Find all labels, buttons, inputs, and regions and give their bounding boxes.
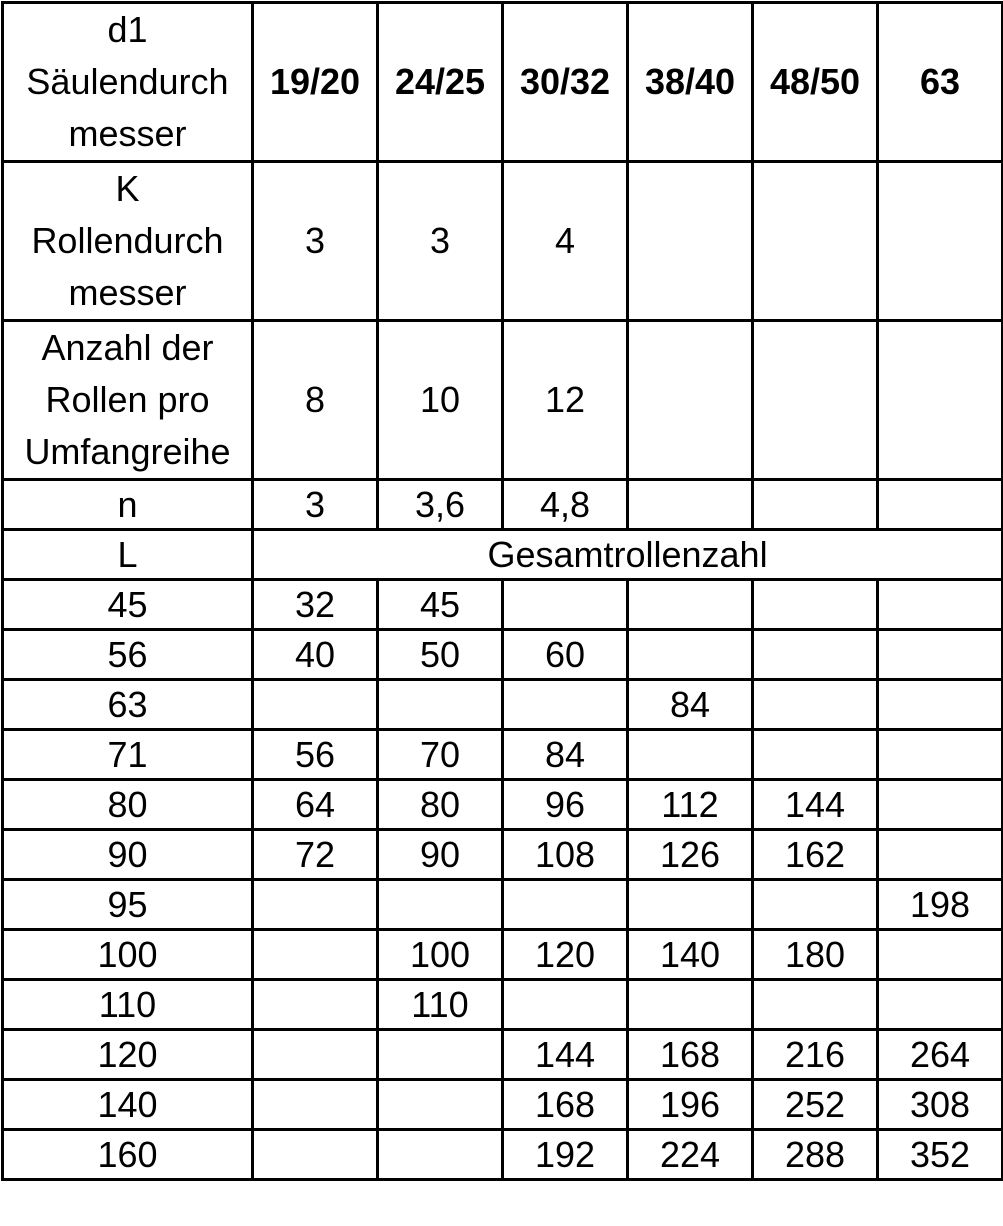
column-header-19-20: 19/20 xyxy=(253,3,378,162)
row-label-l: 100 xyxy=(3,930,253,980)
table-cell: 80 xyxy=(378,780,503,830)
table-cell: 112 xyxy=(628,780,753,830)
table-cell: 196 xyxy=(628,1080,753,1130)
table-cell xyxy=(878,480,1003,530)
table-cell xyxy=(878,780,1003,830)
table-cell xyxy=(878,730,1003,780)
table-cell: 3,6 xyxy=(378,480,503,530)
table-cell xyxy=(253,1030,378,1080)
row-label-l: 110 xyxy=(3,980,253,1030)
table-cell xyxy=(378,1080,503,1130)
param-label-line: Anzahl der xyxy=(41,327,214,368)
section-row xyxy=(3,530,1003,580)
table-cell: 252 xyxy=(753,1080,878,1130)
section-span-label: Gesamtrollenzahl xyxy=(253,530,1003,580)
table-cell xyxy=(628,880,753,930)
row-label-l: 45 xyxy=(3,580,253,630)
table-row xyxy=(3,630,1003,680)
table-row xyxy=(3,730,1003,780)
table-cell xyxy=(753,880,878,930)
table-cell xyxy=(628,480,753,530)
table-cell: 352 xyxy=(878,1130,1003,1180)
param-row-anzahl xyxy=(3,321,1003,480)
table-row xyxy=(3,880,1003,930)
table-cell: 140 xyxy=(628,930,753,980)
table-cell xyxy=(378,1130,503,1180)
param-label-line: K xyxy=(115,168,140,209)
table-cell xyxy=(753,321,878,480)
row-label-l: 90 xyxy=(3,830,253,880)
table-cell xyxy=(253,1130,378,1180)
row-label-l: 63 xyxy=(3,680,253,730)
table-cell xyxy=(753,630,878,680)
table-row xyxy=(3,780,1003,830)
table-row xyxy=(3,580,1003,630)
row-label-l: 160 xyxy=(3,1130,253,1180)
table-cell: 32 xyxy=(253,580,378,630)
header-label-line: messer xyxy=(68,113,187,154)
table-cell xyxy=(253,880,378,930)
table-cell: 144 xyxy=(753,780,878,830)
table-row xyxy=(3,980,1003,1030)
table-cell xyxy=(253,1080,378,1130)
table-cell: 162 xyxy=(753,830,878,880)
table-row xyxy=(3,1030,1003,1080)
column-header-24-25: 24/25 xyxy=(378,3,503,162)
column-header-48-50: 48/50 xyxy=(753,3,878,162)
param-label-k xyxy=(3,162,253,321)
table-cell: 8 xyxy=(253,321,378,480)
table-cell: 168 xyxy=(628,1030,753,1080)
table-cell: 100 xyxy=(378,930,503,980)
table-cell: 216 xyxy=(753,1030,878,1080)
column-header-38-40: 38/40 xyxy=(628,3,753,162)
header-label-d1 xyxy=(3,3,253,162)
header-label-line: d1 xyxy=(107,9,148,50)
table-cell: 110 xyxy=(378,980,503,1030)
table-cell: 12 xyxy=(503,321,628,480)
table-cell: 90 xyxy=(378,830,503,880)
row-label-l: 95 xyxy=(3,880,253,930)
param-label-line: Umfangreihe xyxy=(24,431,231,472)
table-cell xyxy=(503,880,628,930)
table-cell: 10 xyxy=(378,321,503,480)
table-cell: 126 xyxy=(628,830,753,880)
table-cell xyxy=(628,580,753,630)
table-cell xyxy=(878,830,1003,880)
table-row xyxy=(3,930,1003,980)
table-cell xyxy=(628,630,753,680)
table-cell xyxy=(753,980,878,1030)
row-label-l: 140 xyxy=(3,1080,253,1130)
table-cell xyxy=(753,730,878,780)
table-cell xyxy=(628,730,753,780)
table-cell: 120 xyxy=(503,930,628,980)
table-cell xyxy=(878,630,1003,680)
param-label-anzahl xyxy=(3,321,253,480)
table-cell: 192 xyxy=(503,1130,628,1180)
table-cell: 3 xyxy=(253,162,378,321)
table-cell xyxy=(378,1030,503,1080)
row-label-l: 71 xyxy=(3,730,253,780)
table-cell: 60 xyxy=(503,630,628,680)
table-cell xyxy=(253,680,378,730)
roller-count-table xyxy=(1,1,1003,1181)
table-cell xyxy=(503,980,628,1030)
table-cell xyxy=(503,680,628,730)
table-cell xyxy=(878,930,1003,980)
table-cell: 308 xyxy=(878,1080,1003,1130)
table-cell xyxy=(878,580,1003,630)
table-cell: 40 xyxy=(253,630,378,680)
table-cell: 264 xyxy=(878,1030,1003,1080)
table-cell xyxy=(628,162,753,321)
table-cell xyxy=(253,980,378,1030)
table-cell xyxy=(753,580,878,630)
table-cell: 108 xyxy=(503,830,628,880)
section-label-l: L xyxy=(3,530,253,580)
table-cell: 288 xyxy=(753,1130,878,1180)
table-cell xyxy=(753,162,878,321)
row-label-l: 120 xyxy=(3,1030,253,1080)
table-cell xyxy=(753,680,878,730)
table-cell: 56 xyxy=(253,730,378,780)
table-row xyxy=(3,1130,1003,1180)
table-cell: 4 xyxy=(503,162,628,321)
table-row xyxy=(3,830,1003,880)
table-row xyxy=(3,1080,1003,1130)
table-cell: 180 xyxy=(753,930,878,980)
table-cell xyxy=(378,680,503,730)
param-label-n: n xyxy=(3,480,253,530)
table-cell: 3 xyxy=(378,162,503,321)
table-cell: 70 xyxy=(378,730,503,780)
table-cell xyxy=(878,321,1003,480)
table-cell xyxy=(878,980,1003,1030)
table-cell xyxy=(378,880,503,930)
header-row xyxy=(3,3,1003,162)
param-row-k xyxy=(3,162,1003,321)
table-cell: 4,8 xyxy=(503,480,628,530)
param-row-n xyxy=(3,480,1003,530)
table-cell xyxy=(253,930,378,980)
table-cell xyxy=(878,680,1003,730)
table-cell xyxy=(628,980,753,1030)
table-cell: 96 xyxy=(503,780,628,830)
table-cell xyxy=(878,162,1003,321)
row-label-l: 56 xyxy=(3,630,253,680)
column-header-63: 63 xyxy=(878,3,1003,162)
table-cell: 144 xyxy=(503,1030,628,1080)
table-cell: 72 xyxy=(253,830,378,880)
table-cell: 168 xyxy=(503,1080,628,1130)
param-label-line: Rollen pro xyxy=(45,379,210,420)
table-cell xyxy=(503,580,628,630)
table-row xyxy=(3,680,1003,730)
table-cell: 64 xyxy=(253,780,378,830)
param-label-line: Rollendurch xyxy=(31,220,224,261)
param-label-line: messer xyxy=(68,272,187,313)
table-cell: 224 xyxy=(628,1130,753,1180)
table-cell: 3 xyxy=(253,480,378,530)
table-cell: 50 xyxy=(378,630,503,680)
table-cell xyxy=(753,480,878,530)
header-label-line: Säulendurch xyxy=(26,61,229,102)
table-cell: 198 xyxy=(878,880,1003,930)
table-cell: 84 xyxy=(628,680,753,730)
table-cell xyxy=(628,321,753,480)
table-cell: 45 xyxy=(378,580,503,630)
row-label-l: 80 xyxy=(3,780,253,830)
column-header-30-32: 30/32 xyxy=(503,3,628,162)
table-cell: 84 xyxy=(503,730,628,780)
